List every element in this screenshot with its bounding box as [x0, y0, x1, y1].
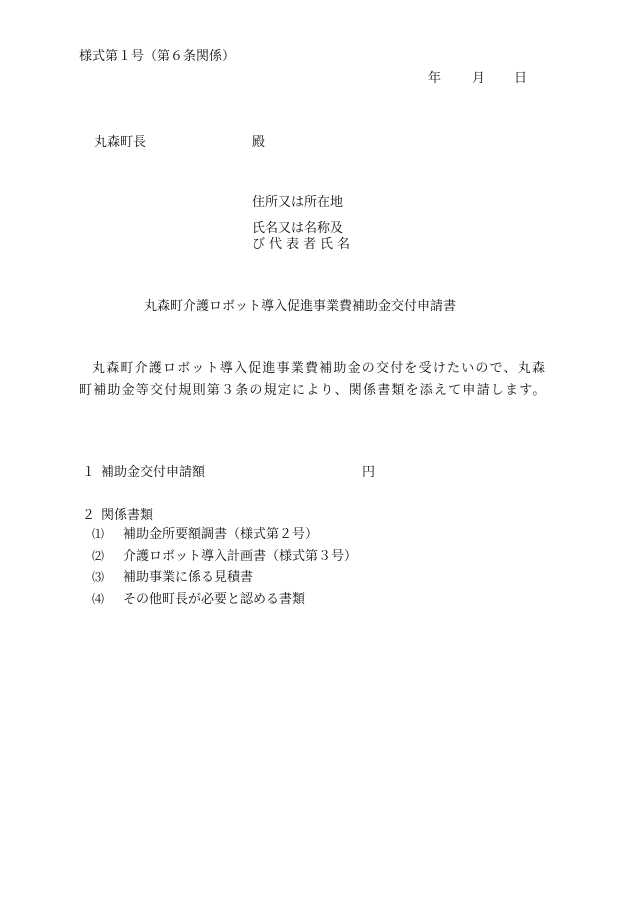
document-list-item — [92, 593, 357, 615]
document-title: 丸森町介護ロボット導入促進事業費補助金交付申請書 — [144, 299, 457, 314]
date-month-label: 月 — [472, 71, 486, 86]
document-list-item — [92, 528, 357, 550]
document-item-number: ⑷ — [92, 591, 105, 606]
related-documents-list — [92, 528, 357, 614]
addressee-suffix: 殿 — [252, 135, 266, 150]
item1-unit: 円 — [362, 465, 376, 480]
application-body-text: 丸森町介護ロボット導入促進事業費補助金の交付を受けたいので、丸森町補助金等交付規則第３条の規定により、関係書類を添えて申請します。 — [79, 361, 547, 398]
document-item-text: その他町長が必要と認める書類 — [123, 591, 306, 607]
applicant-name-label-line2: び代表者氏名 — [252, 237, 355, 252]
item2-number: ２ — [82, 508, 96, 523]
addressee-name: 丸森町長 — [94, 135, 147, 150]
form-number: 様式第１号（第６条関係） — [79, 49, 236, 64]
document-item-number: ⑴ — [92, 527, 105, 541]
applicant-name-label-line1: 氏名又は名称及 — [252, 221, 344, 236]
date-day-label: 日 — [514, 71, 528, 86]
item1-label: 補助金交付申請額 — [101, 465, 206, 480]
document-item-number: ⑵ — [92, 548, 105, 563]
item1-number: １ — [82, 465, 96, 480]
document-item-text: 補助事業に係る見積書 — [123, 570, 254, 585]
document-list-item — [92, 550, 357, 572]
document-item-text: 補助金所要額調書（様式第２号） — [123, 527, 319, 542]
item2-label: 関係書類 — [101, 508, 154, 523]
document-item-text: 介護ロボット導入計画書（様式第３号） — [123, 548, 358, 564]
date-year-label: 年 — [428, 71, 442, 86]
document-item-number: ⑶ — [92, 570, 105, 584]
applicant-address-label: 住所又は所在地 — [252, 195, 344, 210]
document-list-item — [92, 571, 357, 593]
